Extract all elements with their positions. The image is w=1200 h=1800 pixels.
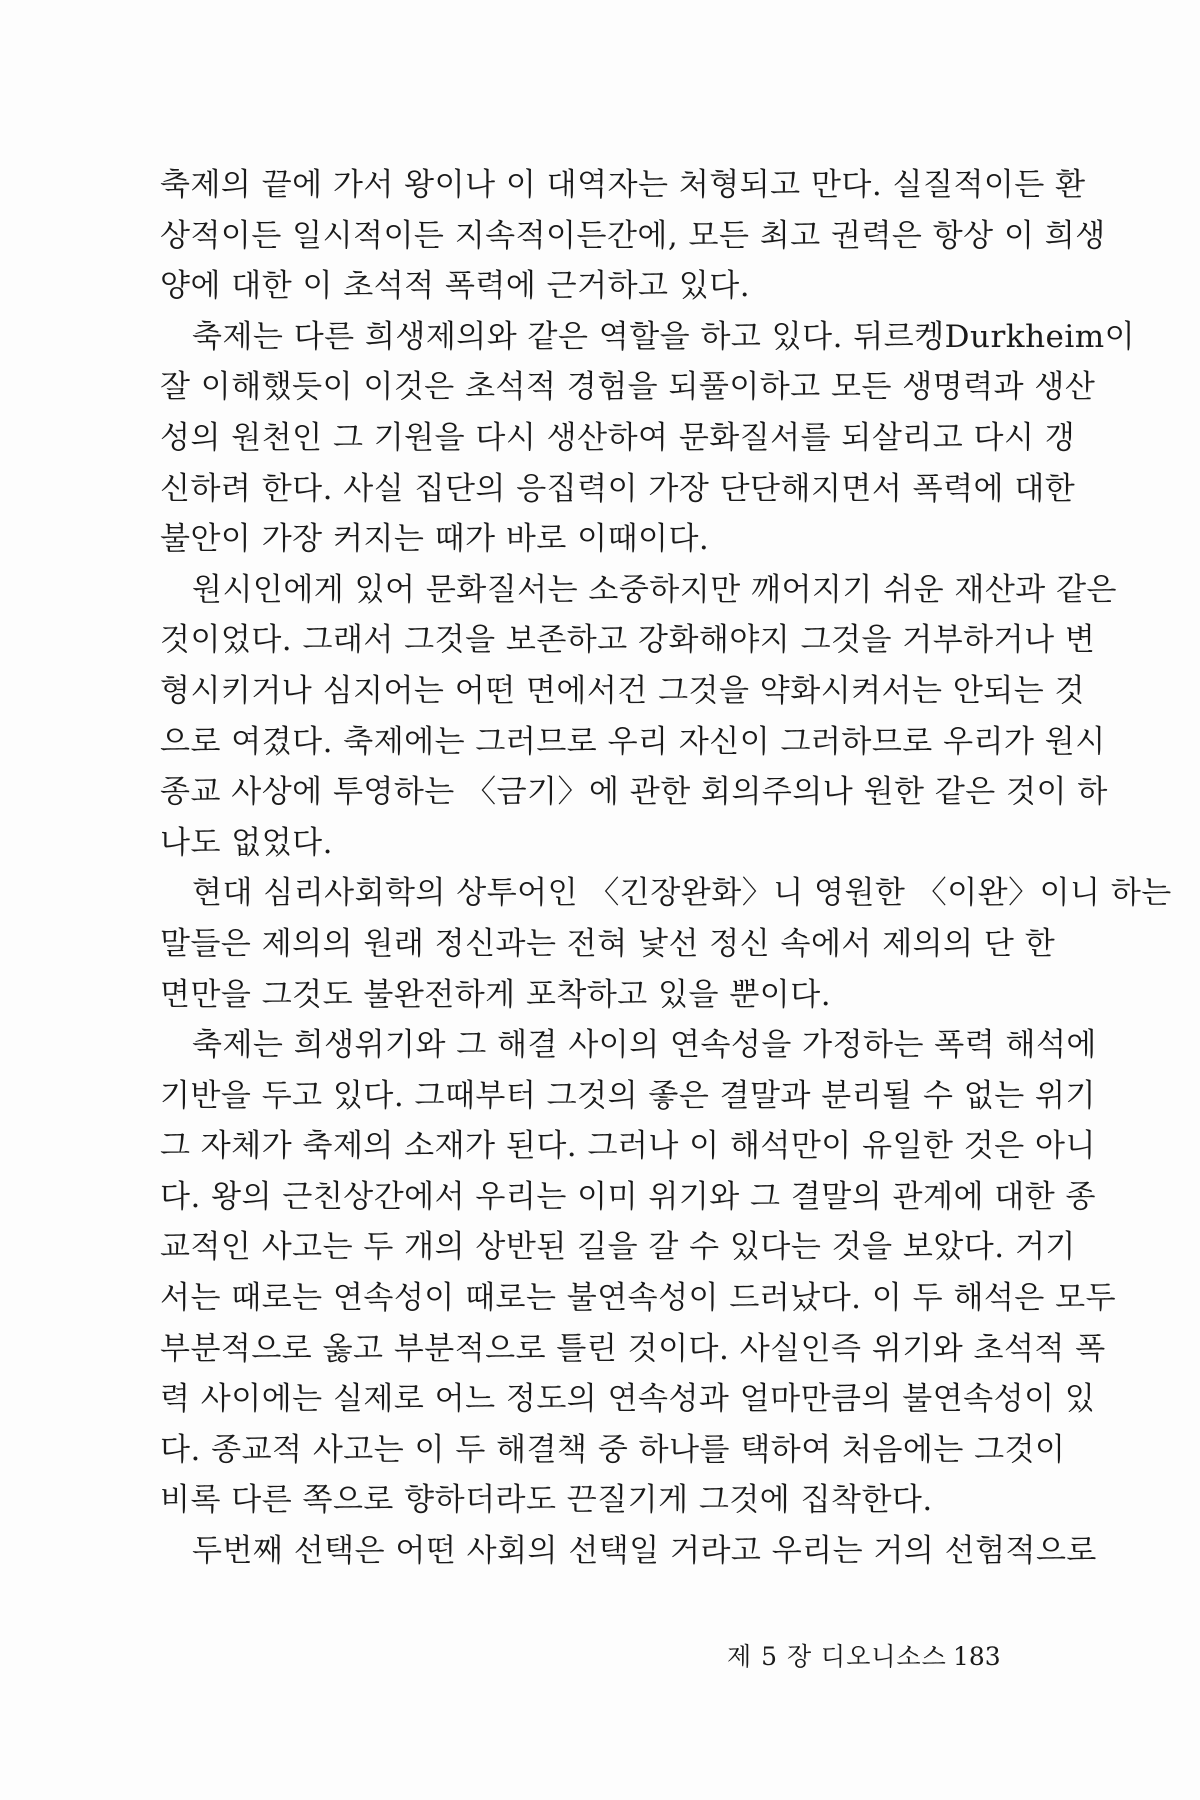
- text-line: 비록 다른 쪽으로 향하더라도 끈질기게 그것에 집착한다.: [160, 1482, 933, 1519]
- text-line: 형시키거나 심지어는 어떤 면에서건 그것을 약화시켜서는 안되는 것: [160, 672, 1085, 709]
- text-line: 것이었다. 그래서 그것을 보존하고 강화해야지 그것을 거부하거나 변: [160, 622, 1096, 659]
- text-line: 원시인에게 있어 문화질서는 소중하지만 깨어지기 쉬운 재산과 같은: [192, 571, 1117, 608]
- text-line: 기반을 두고 있다. 그때부터 그것의 좋은 결말과 분리될 수 없는 위기: [160, 1077, 1096, 1114]
- text-line: 교적인 사고는 두 개의 상반된 길을 갈 수 있다는 것을 보았다. 거기: [160, 1229, 1076, 1266]
- text-line: 축제는 다른 희생제의와 같은 역할을 하고 있다. 뒤르켕Durkheim이: [192, 318, 1136, 355]
- text-line: 불안이 가장 커지는 때가 바로 이때이다.: [160, 521, 710, 558]
- text-line: 서는 때로는 연속성이 때로는 불연속성이 드러났다. 이 두 해석은 모두: [160, 1280, 1117, 1317]
- text-line: 그 자체가 축제의 소재가 된다. 그러나 이 해석만이 유일한 것은 아니: [160, 1128, 1096, 1165]
- text-line: 축제의 끝에 가서 왕이나 이 대역자는 처형되고 만다. 실질적이든 환: [160, 167, 1086, 203]
- text-line: 잘 이해했듯이 이것은 초석적 경험을 되풀이하고 모든 생명력과 생산: [160, 369, 1096, 406]
- text-line: 력 사이에는 실제로 어느 정도의 연속성과 얼마만큼의 불연속성이 있: [160, 1381, 1096, 1418]
- page-footer: [0, 1637, 1200, 1677]
- text-line: 종교 사상에 투영하는 〈금기〉에 관한 회의주의나 원한 같은 것이 하: [160, 774, 1108, 811]
- text-line: 다. 왕의 근친상간에서 우리는 이미 위기와 그 결말의 관계에 대한 종: [160, 1178, 1096, 1215]
- text-line: 부분적으로 옳고 부분적으로 틀린 것이다. 사실인즉 위기와 초석적 폭: [160, 1330, 1106, 1367]
- text-line: 다. 종교적 사고는 이 두 해결책 중 하나를 택하여 처음에는 그것이: [160, 1431, 1066, 1468]
- page-number: 183: [953, 1642, 1001, 1671]
- text-line: 으로 여겼다. 축제에는 그러므로 우리 자신이 그러하므로 우리가 원시: [160, 723, 1106, 760]
- text-line: 면만을 그것도 불완전하게 포착하고 있을 뿐이다.: [160, 976, 832, 1013]
- text-line: 나도 없었다.: [160, 824, 333, 861]
- text-line: 축제는 희생위기와 그 해결 사이의 연속성을 가정하는 폭력 해석에: [192, 1027, 1097, 1064]
- text-line: 신하려 한다. 사실 집단의 응집력이 가장 단단해지면서 폭력에 대한: [160, 470, 1076, 507]
- text-line: 성의 원천인 그 기원을 다시 생산하여 문화질서를 되살리고 다시 갱: [160, 419, 1076, 456]
- text-line: 말들은 제의의 원래 정신과는 전혀 낯선 정신 속에서 제의의 단 한: [160, 925, 1056, 962]
- body-text: [160, 160, 1172, 1577]
- text-line: 현대 심리사회학의 상투어인 〈긴장완화〉니 영원한 〈이완〉이니 하는: [192, 875, 1172, 912]
- text-line: 양에 대한 이 초석적 폭력에 근거하고 있다.: [160, 268, 751, 305]
- text-line: 두번째 선택은 어떤 사회의 선택일 거라고 우리는 거의 선험적으로: [192, 1533, 1097, 1570]
- running-head: 제 5 장 디오니소스: [727, 1642, 947, 1671]
- text-line: 상적이든 일시적이든 지속적이든간에, 모든 최고 권력은 항상 이 희생: [160, 217, 1106, 254]
